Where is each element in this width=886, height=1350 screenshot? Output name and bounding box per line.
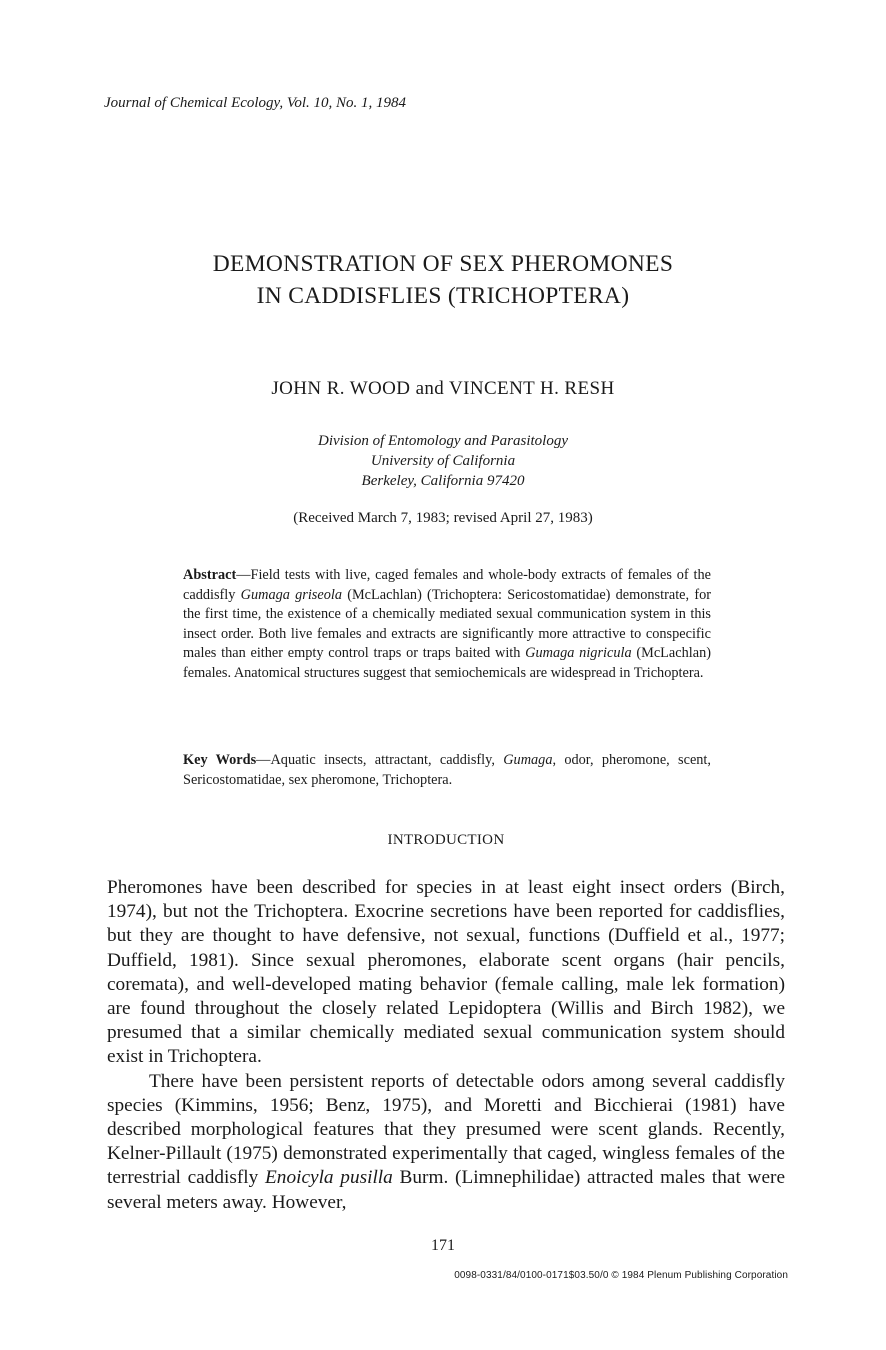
paper-title xyxy=(0,248,886,312)
keywords-text-1: Aquatic insects, attractant, caddisfly, xyxy=(270,752,504,768)
affiliation-division: Division of Entomology and Parasitology xyxy=(318,433,568,449)
abstract-text-2: (McLachlan) (Trichoptera: Sericostomatidae) demonstrate, for the first time, the existence of a chemically mediated sexual communication system in this insect order. Both live females and extracts are significantly more attractive to conspecific males than either empty control traps or traps baited with xyxy=(183,586,711,661)
title-line-1: DEMONSTRATION OF SEX PHEROMONES xyxy=(212,251,674,277)
abstract-text-1: Field tests with live, caged females and whole-body extracts of females of the caddisfly xyxy=(183,567,711,603)
abstract-species-1: Gumaga griseola xyxy=(240,586,342,603)
paragraph-2-text-2: Burm. (Limnephilidae) attracted males that were several meters away. However, xyxy=(107,1167,785,1213)
keywords-dash: — xyxy=(256,752,271,768)
paragraph-1: Pheromones have been described for species in at least eight insect orders (Birch, 1974), but not the Trichoptera. Exocrine secretions have been reported for caddisflies, but they are thought to have defensive, not sexual, functions (Duffield et al., 1977; Duffield, 1981). Since sexual pheromones, elaborate scent organs (hair pencils, coremata), and well-developed mating behavior (female calling, male lek formation) are found throughout the closely related Lepidoptera (Willis and Birch 1982), we presumed that a similar chemically mediated sexual communication system should exist in Trichoptera. xyxy=(107,877,785,1068)
paragraph-2 xyxy=(107,1070,785,1215)
abstract-species-2: Gumaga nigricula xyxy=(525,645,632,661)
affiliation-university: University of California xyxy=(370,453,516,469)
journal-citation: Journal of Chemical Ecology, Vol. 10, No. 1, 1984 xyxy=(104,95,407,111)
copyright-footer: 0098-0331/84/0100-0171$03.50/0 © 1984 Plenum Publishing Corporation xyxy=(454,1270,788,1281)
keywords-text-2: , odor, pheromone, scent, Sericostomatidae, sex pheromone, Trichoptera. xyxy=(183,752,711,788)
abstract-label: Abstract xyxy=(183,567,237,583)
title-line-2: IN CADDISFLIES (TRICHOPTERA) xyxy=(256,283,630,309)
affiliation xyxy=(0,431,886,491)
section-heading-introduction: INTRODUCTION xyxy=(387,832,505,848)
received-dates: (Received March 7, 1983; revised April 27, 1983) xyxy=(293,510,593,526)
abstract-dash: — xyxy=(236,567,251,583)
key-words xyxy=(183,751,711,790)
page-number: 171 xyxy=(431,1237,455,1254)
paragraph-2-text-1: There have been persistent reports of detectable odors among several caddisfly species (Kimmins, 1956; Benz, 1975), and Moretti and Bicchierai (1981) have described morphological features that they presumed were scent glands. Recently, Kelner-Pillault (1975) demonstrated experimentally that caged, wingless females of the terrestrial caddisfly xyxy=(107,1070,785,1189)
authors: JOHN R. WOOD and VINCENT H. RESH xyxy=(271,378,615,399)
abstract xyxy=(183,566,711,683)
introduction-body xyxy=(107,876,785,1215)
affiliation-city: Berkeley, California 97420 xyxy=(361,473,525,489)
keywords-genus: Gumaga xyxy=(503,752,553,768)
paragraph-2-species: Enoicyla pusilla xyxy=(265,1167,393,1189)
keywords-label: Key Words xyxy=(183,752,257,768)
abstract-text-3: (McLachlan) females. Anatomical structures suggest that semiochemicals are widespread in Trichoptera. xyxy=(183,645,711,681)
